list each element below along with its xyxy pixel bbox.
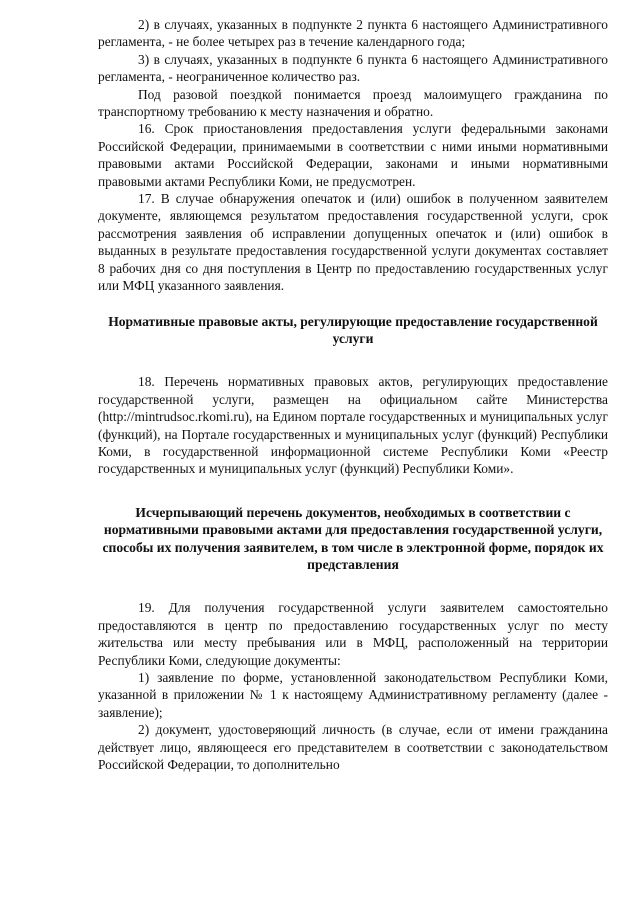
paragraph: 2) документ, удостоверяющий личность (в случае, если от имени гражданина действует лицо, являющееся его представителем в соответствии с законодательством Российской Федерации, то дополнительно — [98, 722, 608, 773]
spacer — [98, 573, 608, 599]
spacer — [98, 478, 608, 504]
paragraph: 3) в случаях, указанных в подпункте 6 пункта 6 настоящего Административного регламента, - неограниченное количество раз. — [98, 51, 608, 85]
document-page — [98, 16, 608, 773]
section-heading: Исчерпывающий перечень документов, необходимых в соответствии с нормативными правовыми актами для предоставления государственной услуги, способы их получения заявителем, в том числе в электронной форме, порядок их представления — [102, 504, 604, 572]
spacer — [98, 295, 608, 313]
paragraph: 1) заявление по форме, установленной законодательством Республики Коми, указанной в приложении № 1 к настоящему Административному регламенту (далее - заявление); — [98, 670, 608, 720]
section-heading: Нормативные правовые акты, регулирующие предоставление государственной услуги — [108, 313, 598, 346]
paragraph: 16. Срок приостановления предоставления услуги федеральными законами Российской Федерации, принимаемыми в соответствии с ними иными нормативными правовыми актами Российской Федерации, законами и иными нормативными правовыми актами Республики Коми, не предусмотрен. — [98, 121, 608, 189]
paragraph: 17. В случае обнаружения опечаток и (или) ошибок в полученном заявителем документе, являющемся результатом предоставления государственной услуги, срок рассмотрения заявления об исправлении допущенных опечаток и (или) ошибок в выданных в результате предоставления государственной услуги документах составляет 8 рабочих дня со дня поступления в Центр по предоставлению государственных услуг или МФЦ указанного заявления. — [98, 191, 608, 294]
paragraph: 2) в случаях, указанных в подпункте 2 пункта 6 настоящего Административного регламента, - не более четырех раз в течение календарного года; — [98, 17, 608, 50]
paragraph: Под разовой поездкой понимается проезд малоимущего гражданина по транспортному требованию к месту назначения и обратно. — [98, 86, 608, 120]
spacer — [98, 347, 608, 373]
paragraph: 18. Перечень нормативных правовых актов, регулирующих предоставление государственной услуги, размещен на официальном сайте Министерства (http://mintrudsoc.rkomi.ru), на Едином портале государственных и муниципальных услуг (функций), на Портале государственных и муниципальных услуг (функций) Республики Коми, в государственной информационной системе Республики Коми «Реестр государственных и муниципальных услуг (функций) Республики Коми». — [98, 374, 608, 477]
paragraph: 19. Для получения государственной услуги заявителем самостоятельно предоставляются в центр по предоставлению государственных услуг по месту жительства или месту пребывания или в МФЦ, расположенный на территории Республики Коми, следующие документы: — [98, 600, 608, 668]
